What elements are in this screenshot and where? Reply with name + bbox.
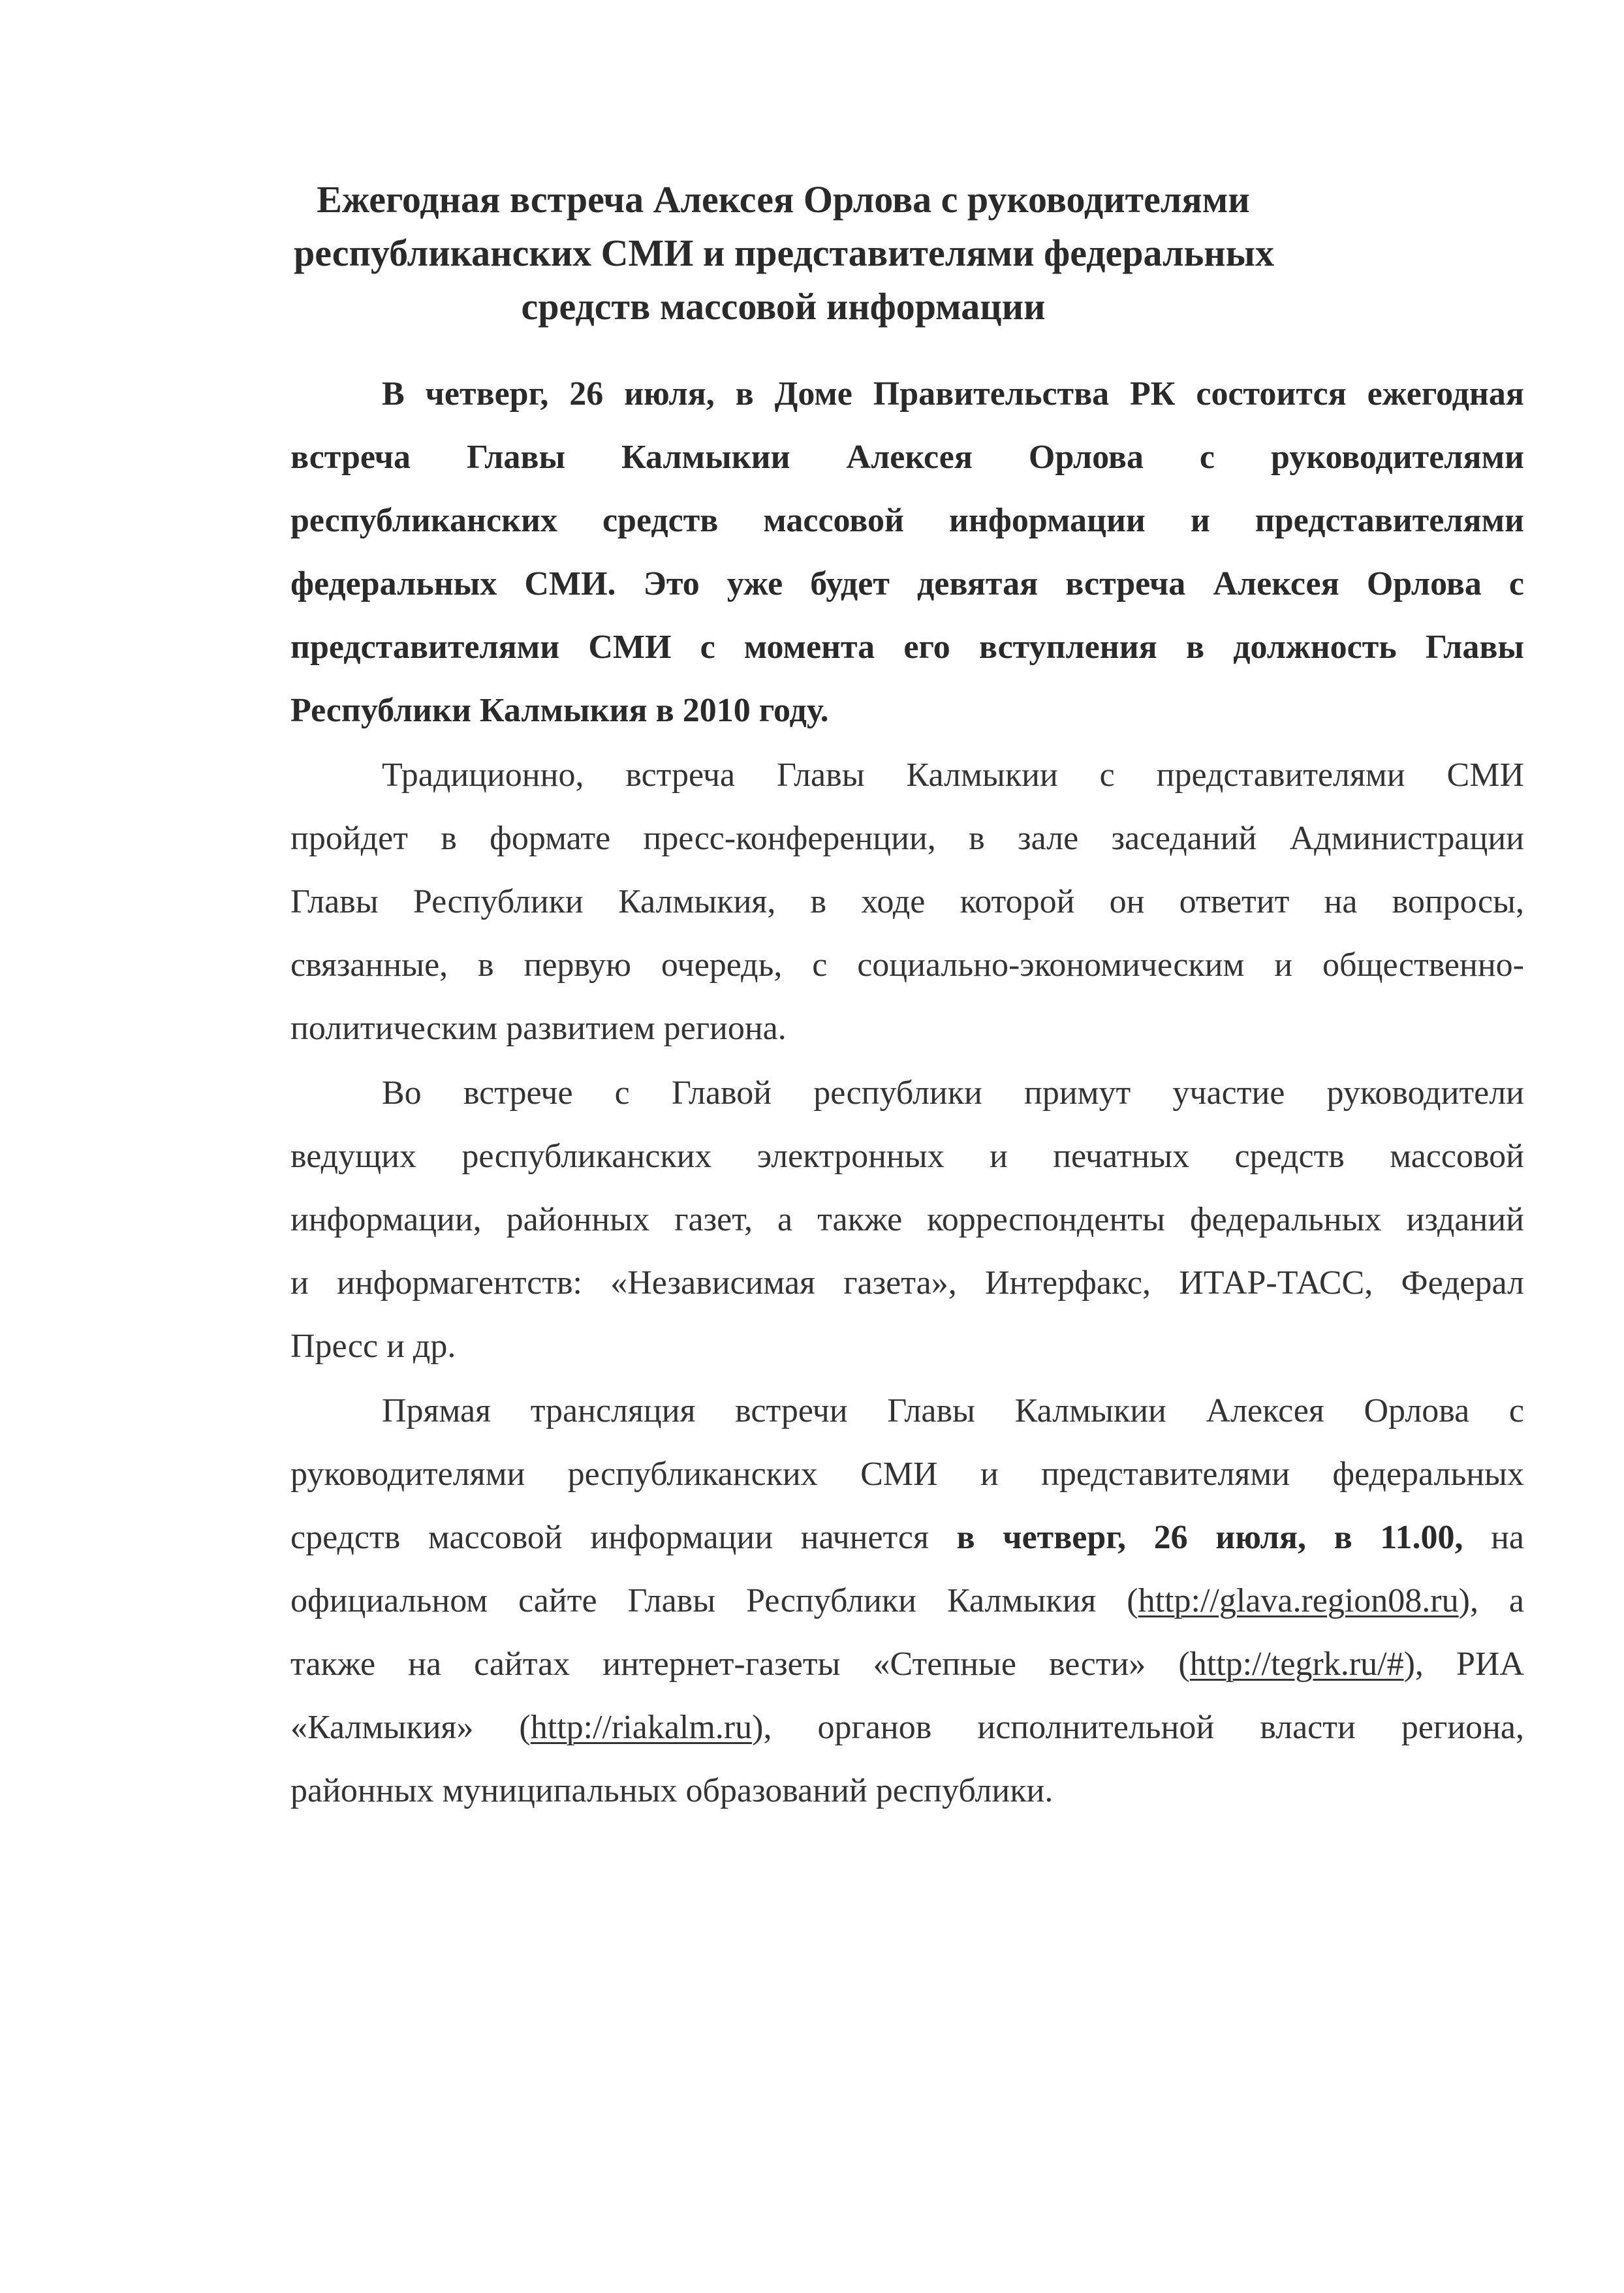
document-body <box>290 362 1524 1824</box>
text-fragment: «Калмыкия» ( <box>290 1709 531 1746</box>
link-riakalm[interactable]: http://riakalm.ru <box>530 1709 753 1746</box>
text-line: ведущих республиканских электронных и печатных средств массовой <box>290 1138 1524 1175</box>
text-line <box>290 1632 1524 1696</box>
document-title <box>294 173 1273 334</box>
text-line: и информагентств: «Независимая газета», Интерфакс, ИТАР-ТАСС, Федерал <box>290 1264 1524 1302</box>
text-fragment: на <box>1463 1519 1524 1556</box>
text-fragment: официальном сайте Главы Республики Калмыкия ( <box>290 1582 1138 1619</box>
text-line: связанные, в первую очередь, с социально-экономическим и общественно- <box>290 946 1524 984</box>
text-line: руководителями республиканских СМИ и представителями федеральных <box>290 1456 1524 1493</box>
title-line: Ежегодная встреча Алексея Орлова с руководителями <box>317 178 1250 221</box>
title-line: республиканских СМИ и представителями федеральных <box>294 232 1274 274</box>
paragraph-format <box>290 743 1524 1060</box>
text-line <box>290 1506 1524 1569</box>
paragraph-participants <box>290 1061 1524 1378</box>
text-line <box>290 1696 1524 1759</box>
broadcast-time: в четверг, 26 июля, в 11.00, <box>956 1519 1463 1556</box>
lead-paragraph <box>290 362 1524 742</box>
text-line: Во встрече с Главой республики примут участие руководители <box>382 1074 1524 1112</box>
text-line: Главы Республики Калмыкия, в ходе которой он ответит на вопросы, <box>290 883 1524 920</box>
text-line: районных муниципальных образований республики. <box>290 1772 1054 1809</box>
link-glava[interactable]: http://glava.region08.ru <box>1138 1582 1459 1619</box>
text-line: Пресс и др. <box>290 1328 456 1365</box>
text-line: информации, районных газет, а также корреспонденты федеральных изданий <box>290 1201 1524 1238</box>
text-line: В четверг, 26 июля, в Доме Правительства РК состоится ежегодная <box>382 375 1524 413</box>
text-fragment: ), РИА <box>1403 1646 1524 1683</box>
text-line: федеральных СМИ. Это уже будет девятая встреча Алексея Орлова с <box>290 565 1524 602</box>
text-fragment: ), а <box>1458 1582 1524 1619</box>
link-tegrk[interactable]: http://tegrk.ru/# <box>1189 1646 1404 1683</box>
text-line <box>290 1569 1524 1632</box>
text-fragment: средств массовой информации начнется <box>290 1519 957 1556</box>
text-fragment: ), органов исполнительной власти региона, <box>752 1709 1525 1746</box>
paragraph-broadcast <box>290 1379 1524 1822</box>
title-line: средств массовой информации <box>521 285 1046 328</box>
text-line: Прямая трансляция встречи Главы Калмыкии Алексея Орлова с <box>382 1392 1524 1429</box>
text-line: встреча Главы Калмыкии Алексея Орлова с руководителями <box>290 439 1524 476</box>
text-line: представителями СМИ с момента его вступления в должность Главы <box>290 629 1524 666</box>
text-line: Республики Калмыкия в 2010 году. <box>290 692 829 729</box>
text-line: Традиционно, встреча Главы Калмыкии с представителями СМИ <box>382 757 1524 794</box>
text-line: политическим развитием региона. <box>290 1010 787 1047</box>
text-line: республиканских средств массовой информации и представителями <box>290 502 1524 539</box>
text-line: пройдет в формате пресс-конференции, в зале заседаний Администрации <box>290 820 1524 857</box>
text-fragment: также на сайтах интернет-газеты «Степные вести» ( <box>290 1646 1190 1683</box>
